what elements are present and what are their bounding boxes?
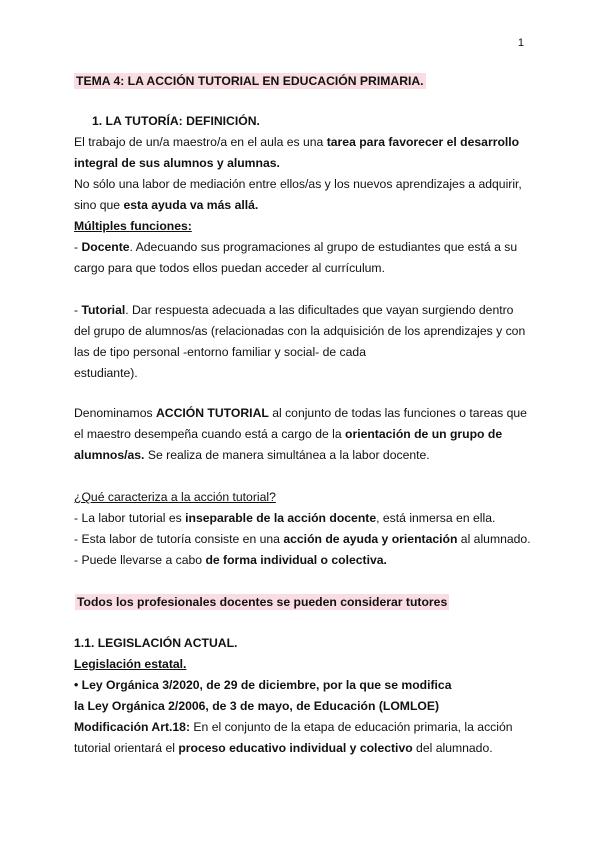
paragraph-line: del grupo de alumnos/as (relacionadas con la adquisición de los aprendizajes y con [74,324,526,338]
modification-paragraph: Modificación Art.18: En el conjunto de la etapa de educación primaria, la acción [74,720,513,734]
law-item-continuation: la Ley Orgánica 2/2006, de 3 de mayo, de Educación (LOMLOE) [74,699,440,713]
paragraph-line: El trabajo de un/a maestro/a en el aula es una tarea para favorecer el desarrollo [74,135,520,149]
paragraph-line: sino que esta ayuda va más allá. [74,198,259,212]
highlight-text: Todos los profesionales docentes se pueden considerar tutores [77,595,448,609]
paragraph-line: tutorial orientará el proceso educativo individual y colectivo del alumnado. [74,741,493,755]
characteristic-item: - Puede llevarse a cabo de forma individual o colectiva. [74,553,387,567]
paragraph-line: No sólo una labor de mediación entre ellos/as y los nuevos aprendizajes a adquirir, [74,177,522,191]
page-number: 1 [517,37,524,49]
characteristic-item: - La labor tutorial es inseparable de la acción docente, está inmersa en ella. [74,511,496,525]
question-heading: ¿Qué caracteriza a la acción tutorial? [74,490,276,504]
funciones-heading: Múltiples funciones: [74,219,192,233]
document-title [74,73,426,89]
highlight-statement [75,594,449,610]
legislacion-estatal-heading: Legislación estatal. [74,657,187,671]
paragraph-line: el maestro desempeña cuando está a cargo de la orientación de un grupo de [74,427,503,441]
paragraph-line: integral de sus alumnos y alumnas. [74,156,280,170]
law-item: • Ley Orgánica 3/2020, de 29 de diciembre, por la que se modifica [74,678,452,692]
paragraph-line: las de tipo personal -entorno familiar y social- de cada [74,345,366,359]
section-heading-tutoria: 1. LA TUTORÍA: DEFINICIÓN. [92,114,260,128]
definition-paragraph: Denominamos ACCIÓN TUTORIAL al conjunto de todas las funciones o tareas que [74,406,527,420]
tutorial-item: - Tutorial. Dar respuesta adecuada a las dificultades que vayan surgiendo dentro [74,303,514,317]
section-heading-legislacion: 1.1. LEGISLACIÓN ACTUAL. [74,636,238,650]
paragraph-line: estudiante). [74,366,138,380]
docente-item: - Docente. Adecuando sus programaciones al grupo de estudiantes que está a su [74,240,518,254]
title-text: TEMA 4: LA ACCIÓN TUTORIAL EN EDUCACIÓN PRIMARIA. [76,74,424,88]
paragraph-line: cargo para que todos ellos puedan acceder al currículum. [74,261,385,275]
characteristic-item: - Esta labor de tutoría consiste en una acción de ayuda y orientación al alumnado. [74,532,531,546]
paragraph-line: alumnos/as. Se realiza de manera simultánea a la labor docente. [74,448,430,462]
